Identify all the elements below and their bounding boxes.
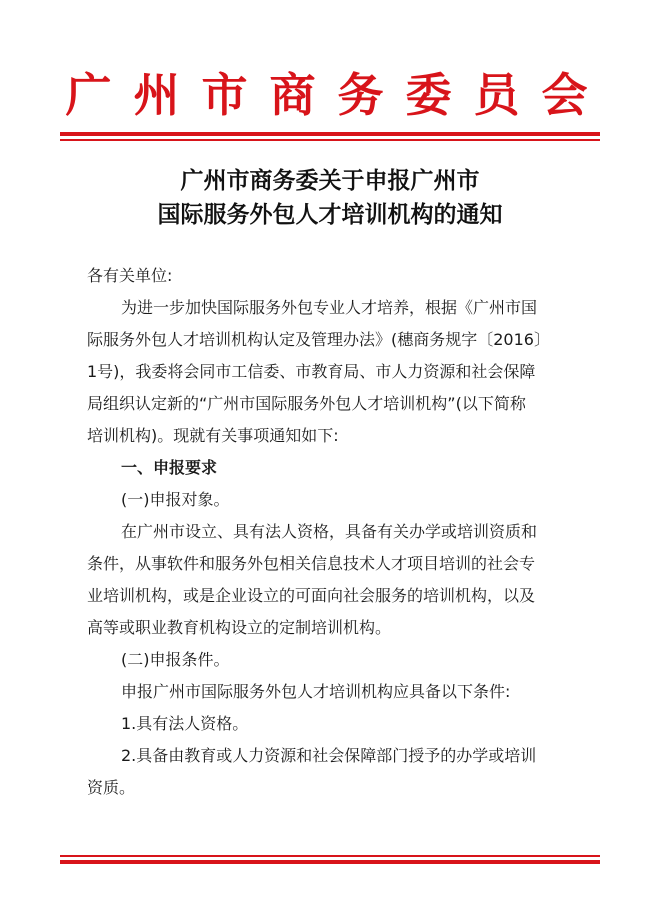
paragraph-1-line: 培训机构)。现就有关事项通知如下: [87, 426, 339, 445]
list-item-1: 1.具有法人资格。 [121, 714, 249, 733]
paragraph-1-line: 际服务外包人才培训机构认定及管理办法》(穗商务规字〔2016〕 [87, 330, 550, 349]
paragraph-3: 申报广州市国际服务外包人才培训机构应具备以下条件: [121, 682, 511, 701]
document-title-line1: 广州市商务委关于申报广州市 [180, 167, 480, 194]
paragraph-1-line: 1号)，我委将会同市工信委、市教育局、市人力资源和社会保障 [87, 362, 536, 381]
paragraph-1-line: 局组织认定新的“广州市国际服务外包人才培训机构”(以下简称 [87, 394, 526, 413]
header-rule-thick [60, 132, 600, 136]
list-item-2-line: 资质。 [87, 778, 136, 797]
subsection-heading-2: (二)申报条件。 [121, 650, 230, 669]
list-item-2-line: 2.具备由教育或人力资源和社会保障部门授予的办学或培训 [121, 746, 537, 765]
section-heading-1: 一、申报要求 [121, 458, 218, 477]
salutation: 各有关单位: [87, 266, 173, 285]
paragraph-2-line: 业培训机构，或是企业设立的可面向社会服务的培训机构，以及 [87, 586, 536, 605]
masthead-title: 广州市商务委员会 [65, 68, 610, 122]
document-body [87, 260, 577, 804]
header-rule-thin [60, 139, 600, 141]
footer-rule-thick [60, 860, 600, 864]
paragraph-2-line: 高等或职业教育机构设立的定制培训机构。 [87, 618, 392, 637]
document-title-line2: 国际服务外包人才培训机构的通知 [157, 201, 503, 228]
paragraph-2-line: 条件，从事软件和服务外包相关信息技术人才项目培训的社会专 [87, 554, 536, 573]
footer-rule-thin [60, 855, 600, 857]
paragraph-1-line: 为进一步加快国际服务外包专业人才培养，根据《广州市国 [121, 298, 538, 317]
subsection-heading-1: (一)申报对象。 [121, 490, 230, 509]
paragraph-2-line: 在广州市设立、具有法人资格，具备有关办学或培训资质和 [121, 522, 538, 541]
